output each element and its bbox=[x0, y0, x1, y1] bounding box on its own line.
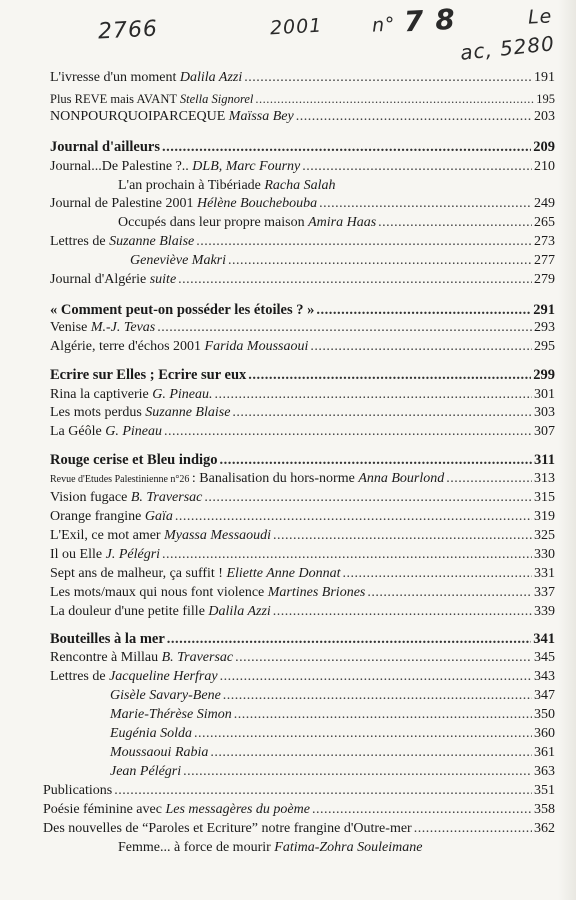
entry-title: Vision fugace bbox=[50, 490, 131, 505]
entry-author: Anna Bourlond bbox=[358, 471, 445, 486]
entry-title: Il ou Elle bbox=[50, 547, 106, 562]
entry-title: Algérie, terre d'échos 2001 bbox=[50, 339, 205, 354]
entry-title: Des nouvelles de “Paroles et Ecriture” notre frangine d'Outre-mer bbox=[43, 821, 412, 836]
handwritten-issue-prefix: n° bbox=[371, 13, 397, 37]
entry-author: Gisèle Savary-Bene bbox=[110, 688, 221, 703]
entry-page: 209 bbox=[533, 139, 555, 155]
entry-page: 361 bbox=[534, 745, 555, 760]
entry-author: B. Traversac bbox=[161, 650, 234, 665]
entry-page: 273 bbox=[534, 234, 555, 249]
toc-entry bbox=[50, 545, 555, 565]
entry-title: Plus REVE mais AVANT bbox=[50, 92, 180, 106]
toc-entry bbox=[50, 107, 555, 127]
handwritten-ref: 2766 bbox=[97, 16, 159, 45]
entry-title: L'Exil, ce mot amer bbox=[50, 528, 165, 543]
entry-title: Lettres de bbox=[50, 669, 110, 684]
entry-author: Amira Haas bbox=[308, 215, 377, 230]
entry-title: L'an prochain à Tibériade bbox=[118, 178, 265, 193]
leader-dots bbox=[157, 318, 532, 338]
entry-author: Hélène Bouchebouba bbox=[196, 196, 318, 211]
entry-author: Marie-Thérèse Simon bbox=[110, 707, 232, 722]
entry-page: 360 bbox=[534, 726, 555, 741]
entry-page: 330 bbox=[534, 547, 555, 562]
leader-dots bbox=[312, 800, 532, 820]
leader-dots bbox=[232, 403, 532, 423]
entry-author: M.-J. Tevas bbox=[90, 320, 156, 335]
entry-author: Stella Signorel bbox=[179, 92, 254, 106]
entry-author: Suzanne Blaise bbox=[145, 405, 231, 420]
leader-dots bbox=[446, 469, 532, 489]
leader-dots bbox=[220, 450, 533, 470]
entry-author: J. Pélégri bbox=[105, 547, 161, 562]
entry-title: L'ivresse d'un moment bbox=[50, 70, 180, 85]
leader-dots bbox=[367, 583, 532, 603]
toc-entry bbox=[110, 724, 555, 744]
entry-author: Myassa Messaoudi bbox=[164, 528, 272, 543]
toc-entry bbox=[50, 157, 555, 177]
leader-dots bbox=[162, 545, 532, 565]
entry-author: Farida Moussaoui bbox=[204, 339, 309, 354]
entry-title: Lettres de bbox=[50, 234, 110, 249]
leader-dots bbox=[302, 157, 532, 177]
section-title: Bouteilles à la mer bbox=[50, 631, 165, 647]
page-edge-shadow bbox=[558, 0, 576, 900]
entry-page: 362 bbox=[534, 821, 555, 836]
entry-page: 347 bbox=[534, 688, 555, 703]
toc-entry bbox=[50, 507, 555, 527]
toc-entry bbox=[50, 526, 555, 546]
leader-dots bbox=[220, 667, 532, 687]
entry-title: Occupés dans leur propre maison bbox=[118, 215, 309, 230]
entry-author: Maïssa Bey bbox=[228, 109, 294, 124]
entry-page: 301 bbox=[534, 387, 555, 402]
section-heading bbox=[50, 137, 555, 157]
entry-page: 210 bbox=[534, 159, 555, 174]
entry-page: 319 bbox=[534, 509, 555, 524]
leader-dots bbox=[223, 686, 532, 706]
entry-title: Les mots/maux qui nous font violence bbox=[50, 585, 268, 600]
leader-dots bbox=[164, 422, 532, 442]
entry-page: 325 bbox=[534, 528, 555, 543]
entry-page: 307 bbox=[534, 424, 555, 439]
entry-title: La douleur d'une petite fille bbox=[50, 604, 209, 619]
handwritten-acc: ac, 5280 bbox=[459, 31, 556, 65]
entry-page: 249 bbox=[534, 196, 555, 211]
section-heading bbox=[50, 300, 555, 320]
leader-dots bbox=[273, 602, 532, 622]
leader-dots bbox=[228, 251, 532, 271]
toc-entry bbox=[50, 68, 555, 88]
entry-page: 265 bbox=[534, 215, 555, 230]
entry-title: Rina la captiverie bbox=[50, 387, 153, 402]
toc-entry bbox=[43, 819, 555, 839]
entry-author: Suzanne Blaise bbox=[109, 234, 195, 249]
entry-page: 339 bbox=[534, 604, 555, 619]
toc-entry bbox=[50, 648, 555, 668]
toc-entry bbox=[50, 422, 555, 442]
entry-author: Moussaoui Rabia bbox=[110, 745, 209, 760]
entry-page: 345 bbox=[534, 650, 555, 665]
entry-author: Jacqueline Herfray bbox=[109, 669, 218, 684]
entry-page: 343 bbox=[534, 669, 555, 684]
toc-entry bbox=[50, 89, 555, 109]
entry-author: Eliette Anne Donnat bbox=[226, 566, 341, 581]
entry-title: La Géôle bbox=[50, 424, 106, 439]
leader-dots bbox=[175, 507, 532, 527]
section-heading bbox=[50, 629, 555, 649]
section-title: « Comment peut-on posséder les étoiles ? » bbox=[50, 302, 315, 318]
section-title: Ecrire sur Elles ; Ecrire sur eux bbox=[50, 367, 247, 383]
leader-dots bbox=[178, 270, 532, 290]
leader-dots bbox=[162, 137, 531, 157]
entry-author: Les messagères du poème bbox=[165, 802, 310, 817]
leader-dots bbox=[235, 648, 532, 668]
toc-entry bbox=[118, 838, 538, 858]
toc-entry bbox=[110, 705, 555, 725]
entry-author: G. Pineau. bbox=[152, 387, 213, 402]
entry-author: Geneviève Makri bbox=[130, 253, 226, 268]
entry-page: 279 bbox=[534, 272, 555, 287]
entry-title: Journal...De Palestine ?.. bbox=[50, 159, 193, 174]
entry-author: Jean Pélégri bbox=[110, 764, 182, 779]
leader-dots bbox=[319, 194, 532, 214]
toc-entry bbox=[50, 270, 555, 290]
entry-title: Poésie féminine avec bbox=[43, 802, 166, 817]
leader-dots bbox=[204, 488, 532, 508]
entry-page: 291 bbox=[533, 302, 555, 318]
entry-page: 203 bbox=[534, 109, 555, 124]
entry-author: DLB, Marc Fourny bbox=[192, 159, 301, 174]
handwritten-issue: 7 8 bbox=[403, 2, 457, 39]
leader-dots bbox=[414, 819, 532, 839]
entry-author: Eugénia Solda bbox=[110, 726, 193, 741]
entry-page: 351 bbox=[534, 783, 555, 798]
entry-page: 337 bbox=[534, 585, 555, 600]
leader-dots bbox=[234, 705, 532, 725]
entry-page: 358 bbox=[534, 802, 555, 817]
entry-title: : Banalisation du hors-norme bbox=[191, 471, 359, 486]
entry-page: 350 bbox=[534, 707, 555, 722]
handwritten-le: Le bbox=[527, 5, 553, 29]
leader-dots bbox=[167, 629, 531, 649]
toc-entry bbox=[50, 488, 555, 508]
leader-dots bbox=[273, 526, 532, 546]
leader-dots bbox=[378, 213, 532, 233]
leader-dots bbox=[194, 724, 532, 744]
leader-dots bbox=[114, 781, 532, 801]
entry-title: Rencontre à Millau bbox=[50, 650, 162, 665]
toc-entry bbox=[118, 213, 555, 233]
toc-entry bbox=[118, 176, 418, 196]
entry-title: Les mots perdus bbox=[50, 405, 146, 420]
entry-title: Journal d'Algérie bbox=[50, 272, 150, 287]
leader-dots bbox=[183, 762, 532, 782]
entry-title: Venise bbox=[50, 320, 91, 335]
leader-dots bbox=[196, 232, 532, 252]
toc-entry bbox=[50, 602, 555, 622]
entry-title: Femme... à force de mourir bbox=[118, 840, 275, 855]
toc-entry bbox=[50, 667, 555, 687]
entry-author: B. Traversac bbox=[130, 490, 203, 505]
toc-entry bbox=[50, 194, 555, 214]
entry-title: NONPOURQUOIPARCEQUE bbox=[50, 109, 229, 124]
leader-dots bbox=[255, 89, 534, 109]
leader-dots bbox=[210, 743, 532, 763]
entry-page: 331 bbox=[534, 566, 555, 581]
entry-page: 191 bbox=[534, 70, 555, 85]
leader-dots bbox=[343, 564, 532, 584]
toc-entry bbox=[50, 564, 555, 584]
entry-title: Orange frangine bbox=[50, 509, 145, 524]
toc-entry bbox=[50, 469, 555, 489]
toc-entry bbox=[50, 337, 555, 357]
section-heading bbox=[50, 450, 555, 470]
entry-page: 303 bbox=[534, 405, 555, 420]
leader-dots bbox=[215, 385, 533, 405]
section-title: Rouge cerise et Bleu indigo bbox=[50, 452, 218, 468]
toc-entry bbox=[50, 318, 555, 338]
entry-page: 311 bbox=[534, 452, 555, 468]
entry-author: Racha Salah bbox=[264, 178, 336, 193]
toc-entry bbox=[110, 686, 555, 706]
entry-source: Revue d'Etudes Palestinienne n°26 bbox=[50, 474, 192, 485]
entry-page: 195 bbox=[536, 92, 555, 106]
entry-page: 315 bbox=[534, 490, 555, 505]
toc-entry bbox=[110, 743, 555, 763]
toc-entry bbox=[50, 583, 555, 603]
leader-dots bbox=[248, 365, 531, 385]
entry-title: Sept ans de malheur, ça suffit ! bbox=[50, 566, 227, 581]
entry-author: Dalila Azzi bbox=[179, 70, 243, 85]
entry-title: Publications bbox=[43, 783, 113, 798]
toc-entry bbox=[43, 800, 555, 820]
leader-dots bbox=[244, 68, 532, 88]
entry-page: 313 bbox=[534, 471, 555, 486]
entry-page: 277 bbox=[534, 253, 555, 268]
entry-author: Gaïa bbox=[144, 509, 173, 524]
leader-dots bbox=[316, 300, 531, 320]
leader-dots bbox=[296, 107, 532, 127]
toc-entry bbox=[50, 385, 555, 405]
entry-author: Dalila Azzi bbox=[208, 604, 271, 619]
handwritten-year: 2001 bbox=[269, 14, 323, 40]
entry-page: 363 bbox=[534, 764, 555, 779]
entry-page: 299 bbox=[533, 367, 555, 383]
toc-entry bbox=[43, 781, 555, 801]
entry-author: Martines Briones bbox=[267, 585, 366, 600]
entry-author: suite bbox=[149, 272, 177, 287]
toc-entry bbox=[130, 251, 555, 271]
entry-author: Fatima-Zohra Souleimane bbox=[274, 840, 423, 855]
entry-page: 293 bbox=[534, 320, 555, 335]
toc-entry bbox=[110, 762, 555, 782]
section-heading bbox=[50, 365, 555, 385]
entry-title: Journal de Palestine 2001 bbox=[50, 196, 197, 211]
entry-author: G. Pineau bbox=[105, 424, 162, 439]
toc-entry bbox=[50, 403, 555, 423]
entry-page: 341 bbox=[533, 631, 555, 647]
toc-entry bbox=[50, 232, 555, 252]
leader-dots bbox=[310, 337, 532, 357]
section-title: Journal d'ailleurs bbox=[50, 139, 160, 155]
entry-page: 295 bbox=[534, 339, 555, 354]
